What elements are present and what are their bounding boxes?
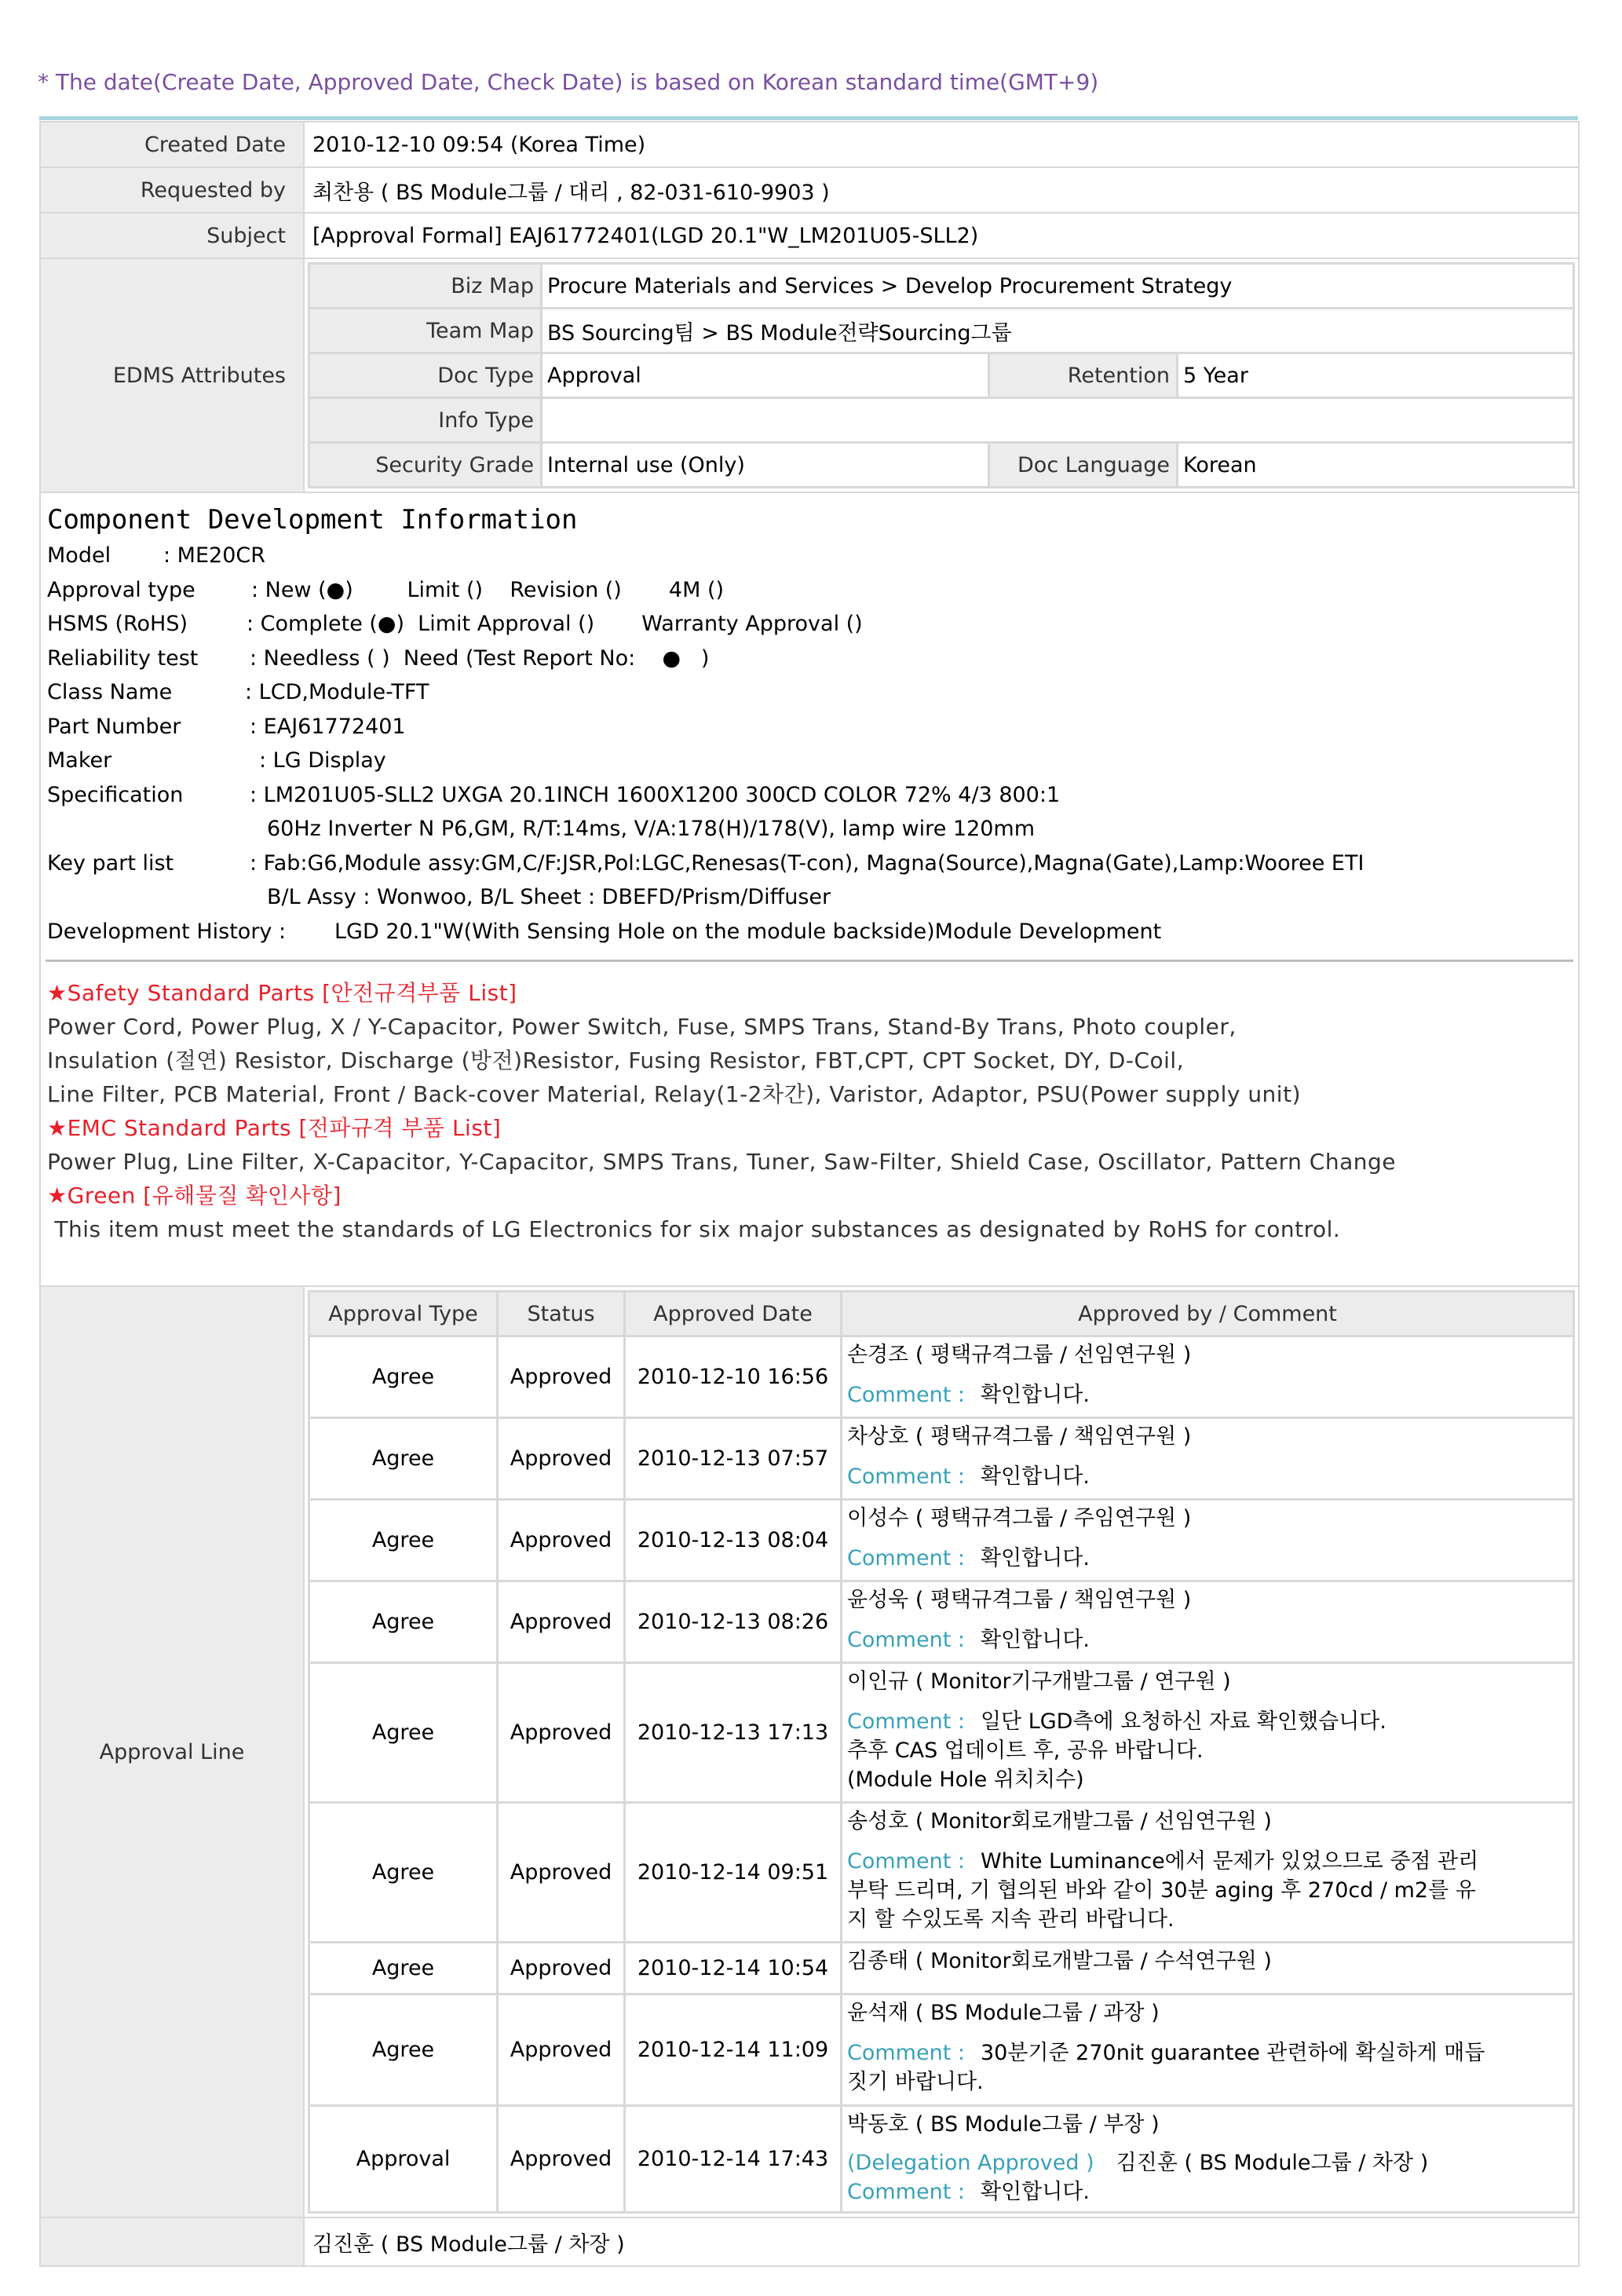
- info-row: [47, 539, 1572, 573]
- edms-attributes-label: EDMS Attributes: [40, 258, 304, 492]
- info-row: [47, 778, 1572, 813]
- component-info-rows: [47, 539, 1572, 949]
- final-approver: 김진훈 ( BS Module그룹 / 차장 ): [304, 2217, 1579, 2266]
- approved-by-cell: [842, 1500, 1574, 1581]
- approved-date-cell: 2010-12-13 08:04: [625, 1500, 842, 1581]
- approver-name: 윤석재 ( BS Module그룹 / 과장 ): [847, 2001, 1160, 2025]
- approved-date-cell: 2010-12-14 10:54: [625, 1943, 842, 1994]
- doc-type-value: Approval: [542, 353, 989, 398]
- retention-label: Retention: [989, 353, 1178, 398]
- approver-name: 윤성욱 ( 평택규격그룹 / 책임연구원 ): [847, 1588, 1192, 1612]
- approver-name: 이성수 ( 평택규격그룹 / 주임연구원 ): [847, 1506, 1192, 1530]
- approval-line-label: Approval Line: [40, 1286, 304, 2217]
- comment-label: Comment :: [847, 2041, 965, 2065]
- approval-row: [309, 1994, 1574, 2106]
- document-table: [39, 121, 1580, 2267]
- info-row: [47, 880, 1572, 915]
- approved-date-cell: 2010-12-14 09:51: [625, 1803, 842, 1943]
- approver-name: 손경조 ( 평택규격그룹 / 선임연구원 ): [847, 1343, 1192, 1367]
- info-row: [47, 573, 1572, 608]
- status-cell: Approved: [498, 1581, 625, 1663]
- status-cell: Approved: [498, 1663, 625, 1803]
- comment-text: 확인합니다.: [980, 1464, 1090, 1489]
- top-divider: [39, 116, 1578, 120]
- comment-continuation: 지 할 수있도록 지속 관리 바랍니다.: [847, 1907, 1174, 1932]
- info-type-value: [542, 398, 1574, 443]
- info-key: Development History :: [47, 919, 287, 944]
- delegate-name: 김진훈 ( BS Module그룹 / 차장 ): [1116, 2151, 1429, 2175]
- biz-map-value: Procure Materials and Services > Develop Procurement Strategy: [542, 264, 1574, 309]
- comment-text: 확인합니다.: [980, 1383, 1090, 1407]
- approved-by-cell: [842, 1943, 1574, 1994]
- comment-text: 확인합니다.: [980, 1628, 1090, 1652]
- status-cell: Approved: [498, 1994, 625, 2106]
- subject-value: [Approval Formal] EAJ61772401(LGD 20.1"W_LM201U05-SLL2): [304, 213, 1579, 258]
- created-date-value: 2010-12-10 09:54 (Korea Time): [304, 122, 1579, 167]
- component-info-title: Component Development Information: [47, 504, 578, 536]
- approved-by-cell: [842, 1581, 1574, 1663]
- approval-row: [309, 1418, 1574, 1500]
- approval-type-cell: Agree: [309, 1663, 498, 1803]
- approved-by-cell: [842, 1418, 1574, 1500]
- info-value: B/L Assy : Wonwoo, B/L Sheet : DBEFD/Prism/Diffuser: [267, 885, 831, 909]
- info-value: : ME20CR: [163, 543, 266, 568]
- comment-label: Comment :: [847, 2180, 965, 2204]
- emc-parts-line: Power Plug, Line Filter, X-Capacitor, Y-Capacitor, SMPS Trans, Tuner, Saw-Filter, Shield Case, Oscillator, Pattern Change: [47, 1149, 1397, 1175]
- retention-value: 5 Year: [1178, 353, 1574, 398]
- info-key: Part Number: [47, 714, 181, 739]
- approval-type-cell: Agree: [309, 1994, 498, 2106]
- comment-text: 확인합니다.: [980, 1546, 1090, 1570]
- info-key: Model: [47, 543, 111, 568]
- info-key: Maker: [47, 748, 112, 773]
- comment-continuation: 추후 CAS 업데이트 후, 공유 바랍니다.: [847, 1738, 1204, 1763]
- approver-name: 이인규 ( Monitor기구개발그룹 / 연구원 ): [847, 1669, 1231, 1694]
- delegation-label: (Delegation Approved ): [847, 2151, 1094, 2175]
- comment-continuation: 짓기 바랍니다.: [847, 2070, 984, 2094]
- status-cell: Approved: [498, 1803, 625, 1943]
- status-cell: Approved: [498, 1500, 625, 1581]
- approval-type-cell: Agree: [309, 1943, 498, 1994]
- approval-type-cell: Agree: [309, 1803, 498, 1943]
- approval-row: [309, 1336, 1574, 1418]
- doc-type-label: Doc Type: [309, 353, 542, 398]
- info-row: [47, 642, 1572, 676]
- status-header: Status: [498, 1292, 625, 1336]
- approved-by-cell: [842, 1663, 1574, 1803]
- green-title: ★Green [유해물질 확인사항]: [47, 1183, 342, 1208]
- green-line: This item must meet the standards of LG Electronics for six major substances as designated by RoHS for control.: [47, 1216, 1341, 1242]
- comment-text: 일단 LGD측에 요청하신 자료 확인했습니다.: [980, 1709, 1386, 1734]
- requested-by-value: 최찬용 ( BS Module그룹 / 대리 , 82-031-610-9903 ): [304, 167, 1579, 213]
- approver-name: 김종태 ( Monitor회로개발그룹 / 수석연구원 ): [847, 1949, 1272, 1973]
- approved-date-header: Approved Date: [625, 1292, 842, 1336]
- approval-row: [309, 1663, 1574, 1803]
- team-map-label: Team Map: [309, 309, 542, 353]
- comment-label: Comment :: [847, 1849, 965, 1874]
- status-cell: Approved: [498, 1336, 625, 1418]
- approval-type-header: Approval Type: [309, 1292, 498, 1336]
- comment-text: 30분기준 270nit guarantee 관련하에 확실하게 매듭: [980, 2041, 1485, 2065]
- doc-language-value: Korean: [1178, 443, 1574, 488]
- status-cell: Approved: [498, 1418, 625, 1500]
- emc-parts-title: ★EMC Standard Parts [전파규격 부품 List]: [47, 1115, 502, 1141]
- approver-name: 송성호 ( Monitor회로개발그룹 / 선임연구원 ): [847, 1809, 1272, 1834]
- final-approver-label: [40, 2217, 304, 2266]
- info-row: [47, 607, 1572, 642]
- info-value: : EAJ61772401: [250, 714, 406, 739]
- safety-parts-line: Power Cord, Power Plug, X / Y-Capacitor, Power Switch, Fuse, SMPS Trans, Stand-By Trans, Photo coupler,: [47, 1014, 1237, 1040]
- requested-by-label: Requested by: [40, 167, 304, 213]
- approved-date-cell: 2010-12-13 08:26: [625, 1581, 842, 1663]
- security-grade-label: Security Grade: [309, 443, 542, 488]
- doc-language-label: Doc Language: [989, 443, 1178, 488]
- approved-by-cell: [842, 1803, 1574, 1943]
- info-row: [47, 812, 1572, 846]
- approval-row: [309, 1581, 1574, 1663]
- approval-type-cell: Agree: [309, 1500, 498, 1581]
- info-key: Class Name: [47, 680, 173, 704]
- comment-continuation: 부탁 드리며, 기 협의된 바와 같이 30분 aging 후 270cd / m2를 유: [847, 1878, 1476, 1903]
- approved-date-cell: 2010-12-13 17:13: [625, 1663, 842, 1803]
- approver-name: 박동호 ( BS Module그룹 / 부장 ): [847, 2112, 1160, 2137]
- comment-label: Comment :: [847, 1628, 965, 1652]
- approved-by-cell: [842, 1994, 1574, 2106]
- approved-by-cell: [842, 2106, 1574, 2213]
- team-map-value: BS Sourcing팀 > BS Module전략Sourcing그룹: [542, 309, 1574, 353]
- approval-row: [309, 1500, 1574, 1581]
- approval-line: [304, 1286, 1579, 2217]
- safety-parts-line: Line Filter, PCB Material, Front / Back-cover Material, Relay(1-2차간), Varistor, Adaptor, PSU(Power supply unit): [47, 1081, 1301, 1107]
- standard-parts: [41, 962, 1578, 1251]
- approval-type-cell: Agree: [309, 1418, 498, 1500]
- approval-type-cell: Approval: [309, 2106, 498, 2213]
- info-value: : LM201U05-SLL2 UXGA 20.1INCH 1600X1200 300CD COLOR 72% 4/3 800:1: [250, 782, 1061, 807]
- approved-date-cell: 2010-12-13 07:57: [625, 1418, 842, 1500]
- timezone-note: * The date(Create Date, Approved Date, Check Date) is based on Korean standard time(GMT+9): [38, 69, 1099, 95]
- subject-label: Subject: [40, 213, 304, 258]
- approval-type-cell: Agree: [309, 1581, 498, 1663]
- info-value: : Complete (●) Limit Approval () Warranty Approval (): [247, 612, 863, 636]
- biz-map-label: Biz Map: [309, 264, 542, 309]
- approved-date-cell: 2010-12-10 16:56: [625, 1336, 842, 1418]
- comment-continuation: (Module Hole 위치치수): [847, 1768, 1084, 1792]
- approval-row: [309, 1803, 1574, 1943]
- info-row: [47, 915, 1572, 949]
- status-cell: Approved: [498, 2106, 625, 2213]
- info-value: : Fab:G6,Module assy:GM,C/F:JSR,Pol:LGC,Renesas(T-con), Magna(Source),Magna(Gate),Lamp:Wooree ETI: [250, 850, 1364, 876]
- approved-date-cell: 2010-12-14 11:09: [625, 1994, 842, 2106]
- component-info-section: [40, 492, 1579, 1286]
- info-value: LGD 20.1"W(With Sensing Hole on the module backside)Module Development: [334, 919, 1162, 944]
- created-date-label: Created Date: [40, 122, 304, 167]
- safety-parts-line: Insulation (절연) Resistor, Discharge (방전)Resistor, Fusing Resistor, FBT,CPT, CPT Socket, DY, D-Coil,: [47, 1047, 1185, 1073]
- info-key: Key part list: [47, 850, 174, 876]
- info-value: : New (●) Limit () Revision () 4M (): [251, 577, 725, 602]
- info-key: Approval type: [47, 577, 195, 602]
- info-row: [47, 675, 1572, 710]
- info-row: [47, 710, 1572, 744]
- info-type-label: Info Type: [309, 398, 542, 443]
- info-key: HSMS (RoHS): [47, 612, 188, 636]
- comment-text: 확인합니다.: [980, 2180, 1090, 2204]
- comment-label: Comment :: [847, 1464, 965, 1489]
- info-value: : Needless ( ) Need (Test Report No: ● ): [250, 645, 710, 671]
- approved-date-cell: 2010-12-14 17:43: [625, 2106, 842, 2213]
- info-key: Reliability test: [47, 645, 199, 671]
- approval-type-cell: Agree: [309, 1336, 498, 1418]
- safety-parts-title: ★Safety Standard Parts [안전규격부품 List]: [47, 980, 517, 1006]
- info-key: Specification: [47, 782, 184, 807]
- approver-name: 차상호 ( 평택규격그룹 / 책임연구원 ): [847, 1424, 1192, 1449]
- approval-row: [309, 2106, 1574, 2213]
- approved-by-header: Approved by / Comment: [842, 1292, 1574, 1336]
- comment-label: Comment :: [847, 1546, 965, 1570]
- comment-label: Comment :: [847, 1383, 965, 1407]
- info-row: [47, 744, 1572, 778]
- status-cell: Approved: [498, 1943, 625, 1994]
- info-value: : LG Display: [259, 748, 386, 773]
- approved-by-cell: [842, 1336, 1574, 1418]
- info-value: 60Hz Inverter N P6,GM, R/T:14ms, V/A:178(H)/178(V), lamp wire 120mm: [267, 817, 1036, 841]
- edms-attributes: [304, 258, 1579, 492]
- info-value: : LCD,Module-TFT: [245, 680, 429, 704]
- comment-label: Comment :: [847, 1709, 965, 1734]
- info-row: [47, 846, 1572, 881]
- comment-text: White Luminance에서 문제가 있었으므로 중점 관리: [980, 1849, 1479, 1874]
- security-grade-value: Internal use (Only): [542, 443, 989, 488]
- approval-row: [309, 1943, 1574, 1994]
